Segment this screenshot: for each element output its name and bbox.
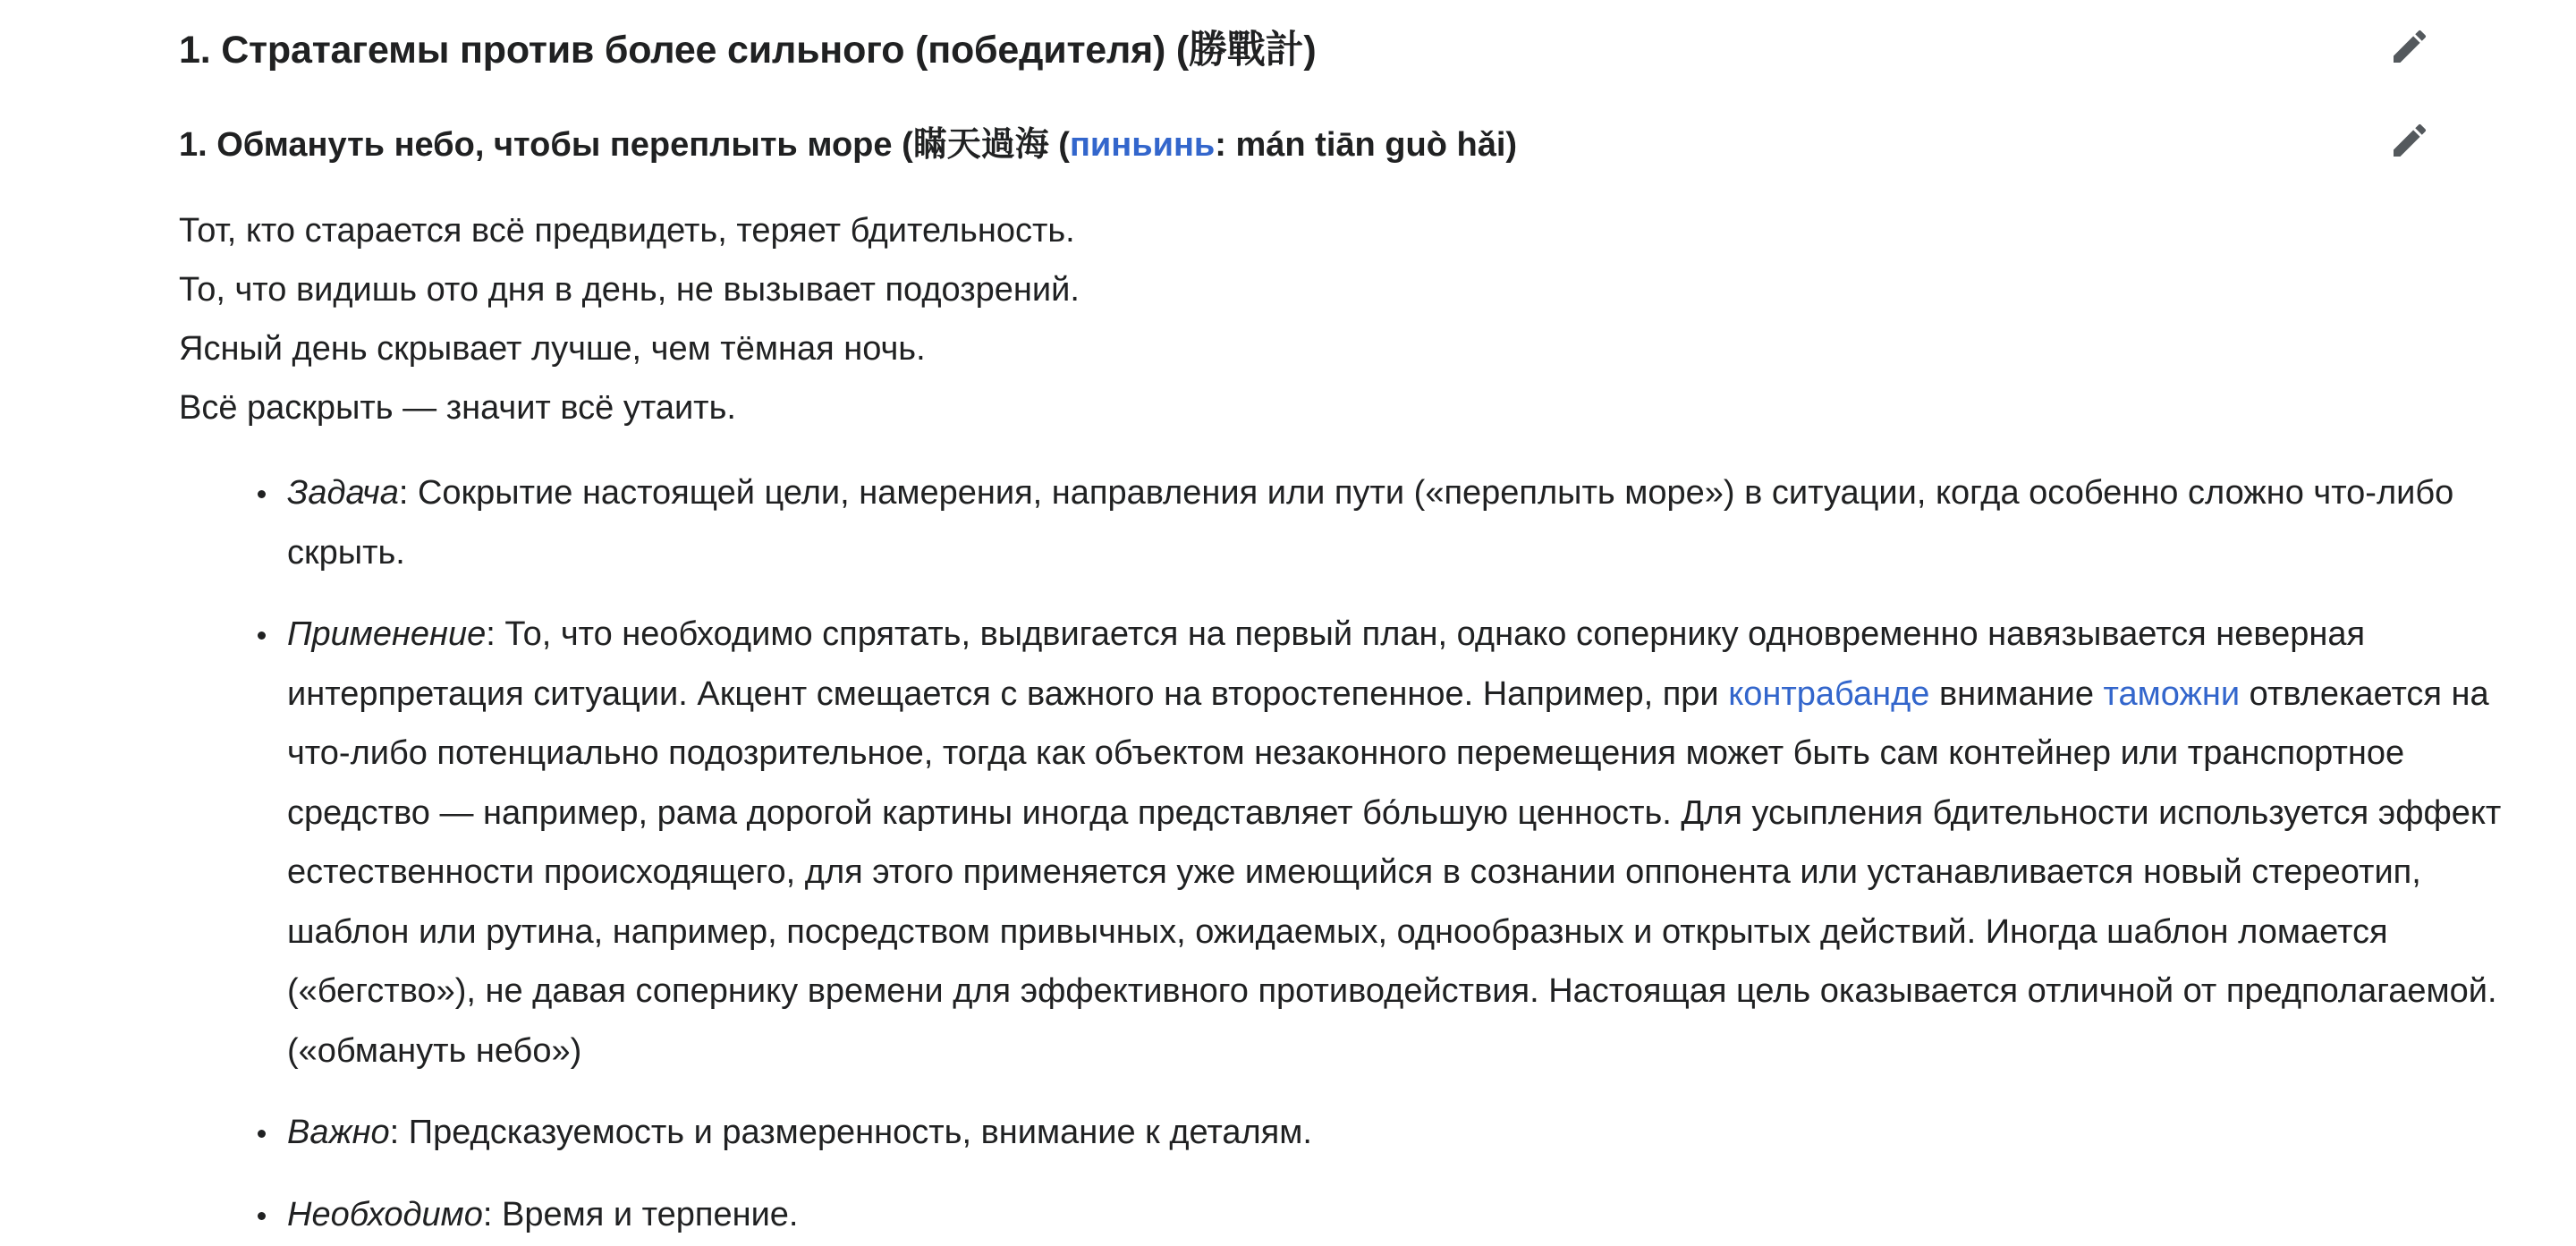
smuggling-link[interactable]: контрабанде (1728, 674, 1930, 713)
subsection-title (179, 116, 1517, 165)
list-item-application (287, 605, 2541, 1081)
list-item-task (287, 463, 2541, 582)
poem-line: Тот, кто старается всё предвидеть, теряет бдительность. (179, 212, 1075, 250)
edit-section-button[interactable] (2386, 23, 2433, 70)
item-text: : Сокрытие настоящей цели, намерения, направления или пути («переплыть море») в ситуации, когда особенно сложно что-либо скрыть. (287, 474, 2454, 572)
item-label: Важно (287, 1114, 390, 1151)
item-label: Необходимо (287, 1195, 483, 1233)
item-text: внимание (1929, 674, 2104, 713)
poem-line: То, что видишь ото дня в день, не вызывает подозрений. (179, 271, 1080, 309)
details-list (179, 463, 2541, 1246)
list-item-important (287, 1103, 2541, 1163)
edit-subsection-button[interactable] (2386, 117, 2433, 164)
section-title: 1. Стратагемы против более сильного (победителя) (勝戰計) (179, 28, 1317, 72)
subsection-title-end: : mán tiān guò hǎi) (1215, 125, 1518, 164)
item-text: : Время и терпение. (482, 1195, 799, 1233)
pencil-icon (2388, 25, 2431, 68)
item-text: : Предсказуемость и размеренность, внимание к деталям. (389, 1114, 1312, 1151)
item-text: : То, что необходимо спрятать, выдвигается на первый план, однако сопернику одновременно навязывается неверная интерпретация ситуации. Акцент смещается с важного на второстепенное. Например, при (287, 615, 2366, 713)
list-item-required (287, 1185, 2541, 1245)
subsection-title-start: 1. Обмануть небо, чтобы переплыть море (瞞天過海 ( (179, 125, 1070, 164)
subsection-heading-row (179, 111, 2433, 170)
customs-link[interactable]: таможни (2103, 674, 2241, 713)
poem-block (179, 201, 1080, 437)
item-label: Задача (287, 474, 399, 512)
item-label: Применение (287, 615, 487, 653)
pinyin-link[interactable]: пиньинь (1069, 125, 1216, 164)
section-heading-row (179, 16, 2433, 77)
poem-line: Всё раскрыть — значит всё утаить. (179, 389, 736, 427)
poem-line: Ясный день скрывает лучше, чем тёмная ночь. (179, 330, 926, 368)
item-text: отвлекается на что-либо потенциально подозрительное, тогда как объектом незаконного перемещения может быть сам контейнер или транспортное средство — например, рама дорогой картины иногда представляет бо́льшую ценность. Для усыпления бдительности используется эффект естественности происходящего, для этого применяется уже имеющийся в сознании оппонента или устанавливается новый стереотип, шаблон или рутина, например, посредством привычных, ожидаемых, однообразных и открытых действий. Иногда шаблон ломается («бегство»), не давая сопернику времени для эффективного противодействия. Настоящая цель оказывается отличной от предполагаемой. («обмануть небо») (287, 674, 2502, 1070)
pencil-icon (2388, 119, 2431, 162)
